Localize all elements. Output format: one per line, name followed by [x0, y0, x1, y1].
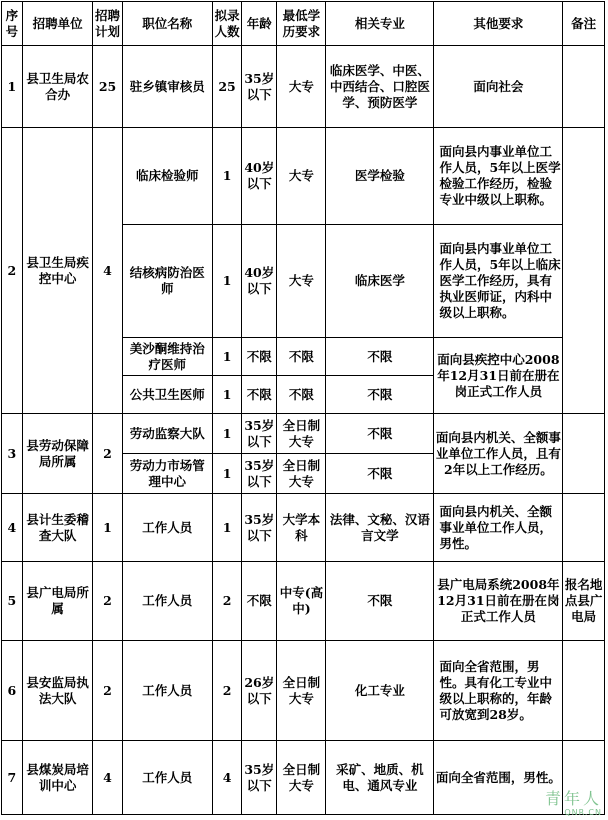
cell-unit: 县卫生局农合办: [22, 46, 93, 128]
cell-education: 大专: [277, 225, 326, 338]
table-row: [2, 46, 605, 128]
cell-age: 不限: [242, 338, 277, 376]
cell-position: 公共卫生医师: [122, 376, 212, 414]
cell-count: 4: [213, 741, 242, 815]
cell-plan: 4: [93, 128, 122, 414]
header-plan: 招聘计划: [93, 2, 122, 46]
table-row: [2, 741, 605, 815]
cell-requirements: 面向县疾控中心2008年12月31日前在册在岗正式工作人员: [434, 338, 563, 414]
table-row: [2, 562, 605, 641]
table-row: [2, 494, 605, 562]
cell-unit: 县煤炭局培训中心: [22, 741, 93, 815]
cell-count: 2: [213, 562, 242, 641]
cell-unit: 县广电局所属: [22, 562, 93, 641]
cell-major: 不限: [326, 454, 434, 494]
cell-requirements: 面向全省范围，男性。: [434, 741, 563, 815]
cell-notes: [563, 641, 605, 741]
cell-count: 1: [213, 128, 242, 225]
header-major: 相关专业: [326, 2, 434, 46]
cell-seq: 2: [2, 128, 23, 414]
header-position: 职位名称: [122, 2, 212, 46]
header-education: 最低学历要求: [277, 2, 326, 46]
cell-unit: 县劳动保障局所属: [22, 414, 93, 494]
cell-count: 1: [213, 376, 242, 414]
header-seq: 序号: [2, 2, 23, 46]
cell-major: 不限: [326, 338, 434, 376]
cell-age: 40岁以下: [242, 128, 277, 225]
cell-count: 2: [213, 641, 242, 741]
table-row: [2, 414, 605, 454]
cell-education: 大学本科: [277, 494, 326, 562]
cell-count: 1: [213, 494, 242, 562]
cell-position: 美沙酮维持治疗医师: [122, 338, 212, 376]
header-age: 年龄: [242, 2, 277, 46]
cell-notes: [563, 414, 605, 494]
cell-notes: [563, 494, 605, 562]
cell-education: 不限: [277, 338, 326, 376]
cell-count: 25: [213, 46, 242, 128]
cell-seq: 5: [2, 562, 23, 641]
cell-count: 1: [213, 454, 242, 494]
cell-seq: 1: [2, 46, 23, 128]
header-requirements: 其他要求: [434, 2, 563, 46]
cell-age: 40岁以下: [242, 225, 277, 338]
cell-notes: [563, 46, 605, 128]
cell-position: 工作人员: [122, 741, 212, 815]
cell-plan: 4: [93, 741, 122, 815]
cell-position: 工作人员: [122, 641, 212, 741]
watermark-domain: QNR.CN: [564, 808, 602, 817]
cell-age: 26岁以下: [242, 641, 277, 741]
cell-requirements: 面向全省范围，男性。具有化工专业中级以上职称的，年龄可放宽到28岁。: [434, 641, 563, 741]
cell-requirements: 面向县内事业单位工作人员，5年以上临床医学工作经历，具有执业医师证，内科中级以上职称。: [434, 225, 563, 338]
cell-major: 化工专业: [326, 641, 434, 741]
cell-education: 全日制大专: [277, 641, 326, 741]
cell-education: 大专: [277, 128, 326, 225]
recruitment-table: [1, 1, 605, 815]
cell-position: 工作人员: [122, 562, 212, 641]
cell-education: 全日制大专: [277, 414, 326, 454]
cell-major: 采矿、地质、机电、通风专业: [326, 741, 434, 815]
cell-count: 1: [213, 225, 242, 338]
cell-seq: 4: [2, 494, 23, 562]
cell-notes: 报名地点县广电局: [563, 562, 605, 641]
cell-age: 不限: [242, 376, 277, 414]
cell-education: 全日制大专: [277, 454, 326, 494]
cell-plan: 2: [93, 641, 122, 741]
cell-unit: 县安监局执法大队: [22, 641, 93, 741]
cell-unit: 县卫生局疾控中心: [22, 128, 93, 414]
header-unit: 招聘单位: [22, 2, 93, 46]
cell-age: 35岁以下: [242, 46, 277, 128]
cell-count: 1: [213, 338, 242, 376]
cell-major: 法律、文秘、汉语言文学: [326, 494, 434, 562]
cell-major: 临床医学: [326, 225, 434, 338]
header-count: 拟录人数: [213, 2, 242, 46]
cell-education: 不限: [277, 376, 326, 414]
cell-requirements: 面向县内机关、全额事业单位工作人员，且有2年以上工作经历。: [434, 414, 563, 494]
cell-age: 不限: [242, 562, 277, 641]
cell-requirements: 面向县内事业单位工作人员，5年以上医学检验工作经历，检验专业中级以上职称。: [434, 128, 563, 225]
cell-position: 结核病防治医师: [122, 225, 212, 338]
cell-plan: 25: [93, 46, 122, 128]
cell-seq: 7: [2, 741, 23, 815]
cell-plan: 1: [93, 494, 122, 562]
table-header-row: [2, 2, 605, 46]
cell-position: 劳动监察大队: [122, 414, 212, 454]
cell-plan: 2: [93, 562, 122, 641]
cell-requirements: 面向社会: [434, 46, 563, 128]
cell-position: 劳动力市场管理中心: [122, 454, 212, 494]
cell-requirements: 县广电局系统2008年12月31日前在册在岗正式工作人员: [434, 562, 563, 641]
cell-notes: [563, 128, 605, 414]
cell-seq: 3: [2, 414, 23, 494]
cell-age: 35岁以下: [242, 414, 277, 454]
cell-age: 35岁以下: [242, 741, 277, 815]
table-row: [2, 128, 605, 225]
cell-position: 驻乡镇审核员: [122, 46, 212, 128]
cell-major: 不限: [326, 414, 434, 454]
cell-position: 临床检验师: [122, 128, 212, 225]
cell-requirements: 面向县内机关、全额事业单位工作人员，男性。: [434, 494, 563, 562]
watermark-logo-text: 青年人: [544, 789, 602, 808]
cell-major: 医学检验: [326, 128, 434, 225]
site-watermark: [545, 790, 602, 817]
cell-major: 不限: [326, 376, 434, 414]
cell-position: 工作人员: [122, 494, 212, 562]
cell-age: 35岁以下: [242, 494, 277, 562]
cell-education: 中专(高中): [277, 562, 326, 641]
cell-education: 全日制大专: [277, 741, 326, 815]
cell-age: 35岁以下: [242, 454, 277, 494]
header-notes: 备注: [563, 2, 605, 46]
table-row: [2, 641, 605, 741]
cell-major: 不限: [326, 562, 434, 641]
cell-education: 大专: [277, 46, 326, 128]
cell-plan: 2: [93, 414, 122, 494]
cell-count: 1: [213, 414, 242, 454]
cell-unit: 县计生委稽查大队: [22, 494, 93, 562]
cell-seq: 6: [2, 641, 23, 741]
cell-major: 临床医学、中医、中西结合、口腔医学、预防医学: [326, 46, 434, 128]
